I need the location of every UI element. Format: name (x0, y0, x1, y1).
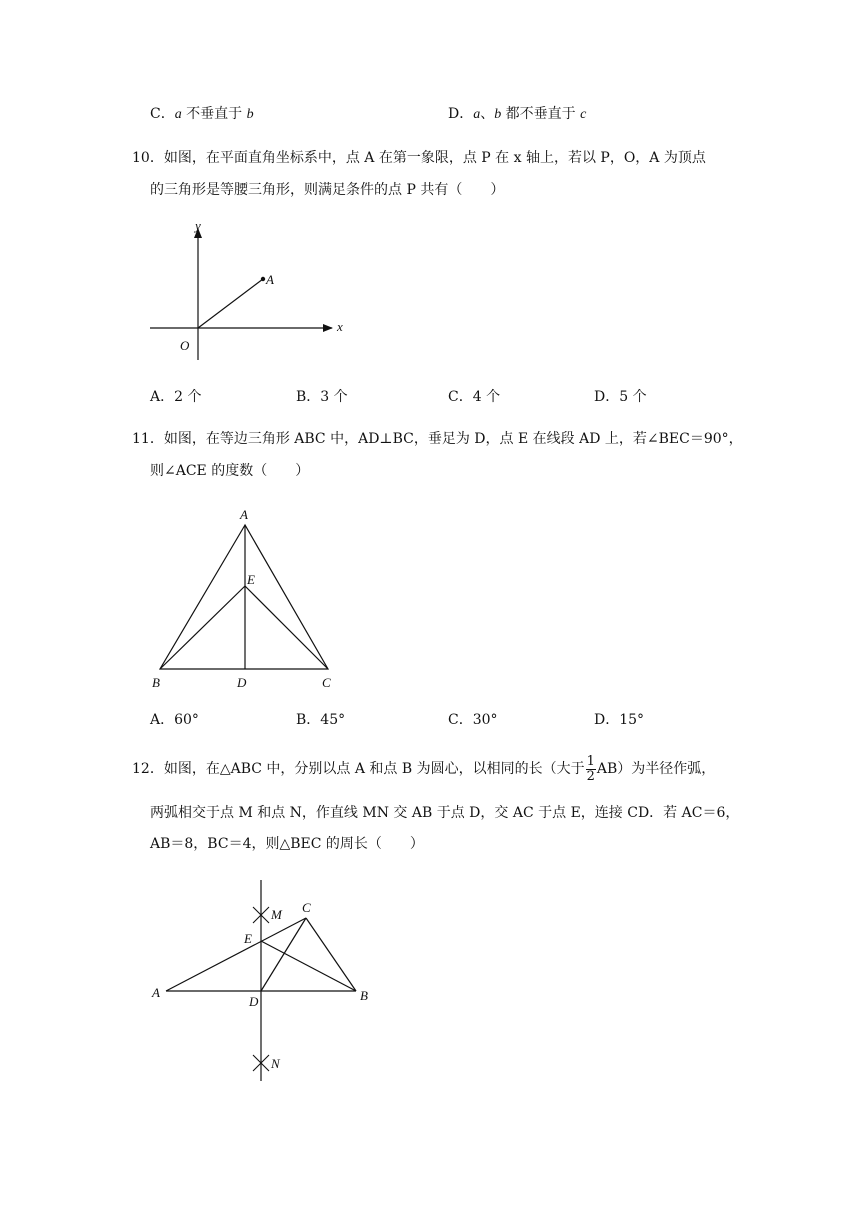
label-x: x (337, 319, 343, 334)
label-a: A (266, 272, 274, 287)
label-d: D (249, 994, 259, 1009)
q9-option-c[interactable]: C．a 不垂直于 b (150, 106, 254, 122)
label-o: O (180, 338, 190, 353)
label-m: M (271, 907, 282, 922)
q10-coordinate-figure (140, 215, 360, 365)
q10-option-c[interactable]: C．4 个 (448, 389, 501, 405)
segment-cb (306, 918, 356, 991)
triangle-abc (160, 525, 328, 669)
q12-stem-line1: 12．如图，在△ABC 中，分别以点 A 和点 B 为圆心，以相同的长（大于 $\frac{1}{2}$ AB）为半径作弧， (132, 753, 716, 784)
label-b: B (152, 675, 160, 690)
segment-ac (166, 918, 306, 991)
label-a: A (240, 507, 248, 522)
segment-oa (198, 279, 263, 328)
q12-stem-line2: 两弧相交于点 M 和点 N，作直线 MN 交 AB 于点 D，交 AC 于点 E，连接 CD．若 AC＝6， (150, 805, 740, 821)
q11-stem-line1: 11．如图，在等边三角形 ABC 中，AD⊥BC，垂足为 D，点 E 在线段 AD 上，若∠BEC＝90°， (132, 431, 743, 447)
label-n: N (271, 1056, 280, 1071)
q10-stem-line2: 的三角形是等腰三角形，则满足条件的点 P 共有（ ） (150, 182, 505, 198)
label-d: D (237, 675, 247, 690)
point-a (261, 277, 265, 281)
q11-option-d[interactable]: D．15° (594, 712, 645, 728)
label-a: A (152, 985, 160, 1000)
segment-eb (261, 941, 356, 991)
q11-option-b[interactable]: B．45° (296, 712, 346, 728)
segment-be (160, 586, 245, 669)
label-e: E (247, 572, 255, 587)
q11-number: 11． (132, 431, 164, 447)
segment-ce (245, 586, 328, 669)
q12-construction-figure (140, 875, 390, 1090)
label-b: B (360, 988, 368, 1003)
segment-cd (261, 918, 306, 991)
q11-triangle-figure (140, 500, 350, 695)
q10-stem-line1: 10．如图，在平面直角坐标系中，点 A 在第一象限，点 P 在 x 轴上，若以 P，O，A 为顶点 (132, 150, 706, 166)
label-c: C (322, 675, 331, 690)
label-c: C (302, 900, 311, 915)
label-e: E (244, 931, 252, 946)
q12-number: 12． (132, 761, 164, 777)
q9-option-d[interactable]: D．a、b 都不垂直于 c (448, 106, 587, 122)
q11-stem-line2: 则∠ACE 的度数（ ） (150, 463, 310, 479)
label-y: y (195, 218, 201, 233)
q10-option-d[interactable]: D．5 个 (594, 389, 647, 405)
q12-stem-line3: AB＝8，BC＝4，则△BEC 的周长（ ） (150, 836, 424, 852)
q11-option-a[interactable]: A．60° (150, 712, 199, 728)
q10-option-a[interactable]: A．2 个 (150, 389, 202, 405)
q10-option-b[interactable]: B．3 个 (296, 389, 348, 405)
q10-number: 10． (132, 150, 164, 166)
q11-option-c[interactable]: C．30° (448, 712, 498, 728)
fraction-one-half: $\frac{1}{2}$ (586, 753, 595, 784)
